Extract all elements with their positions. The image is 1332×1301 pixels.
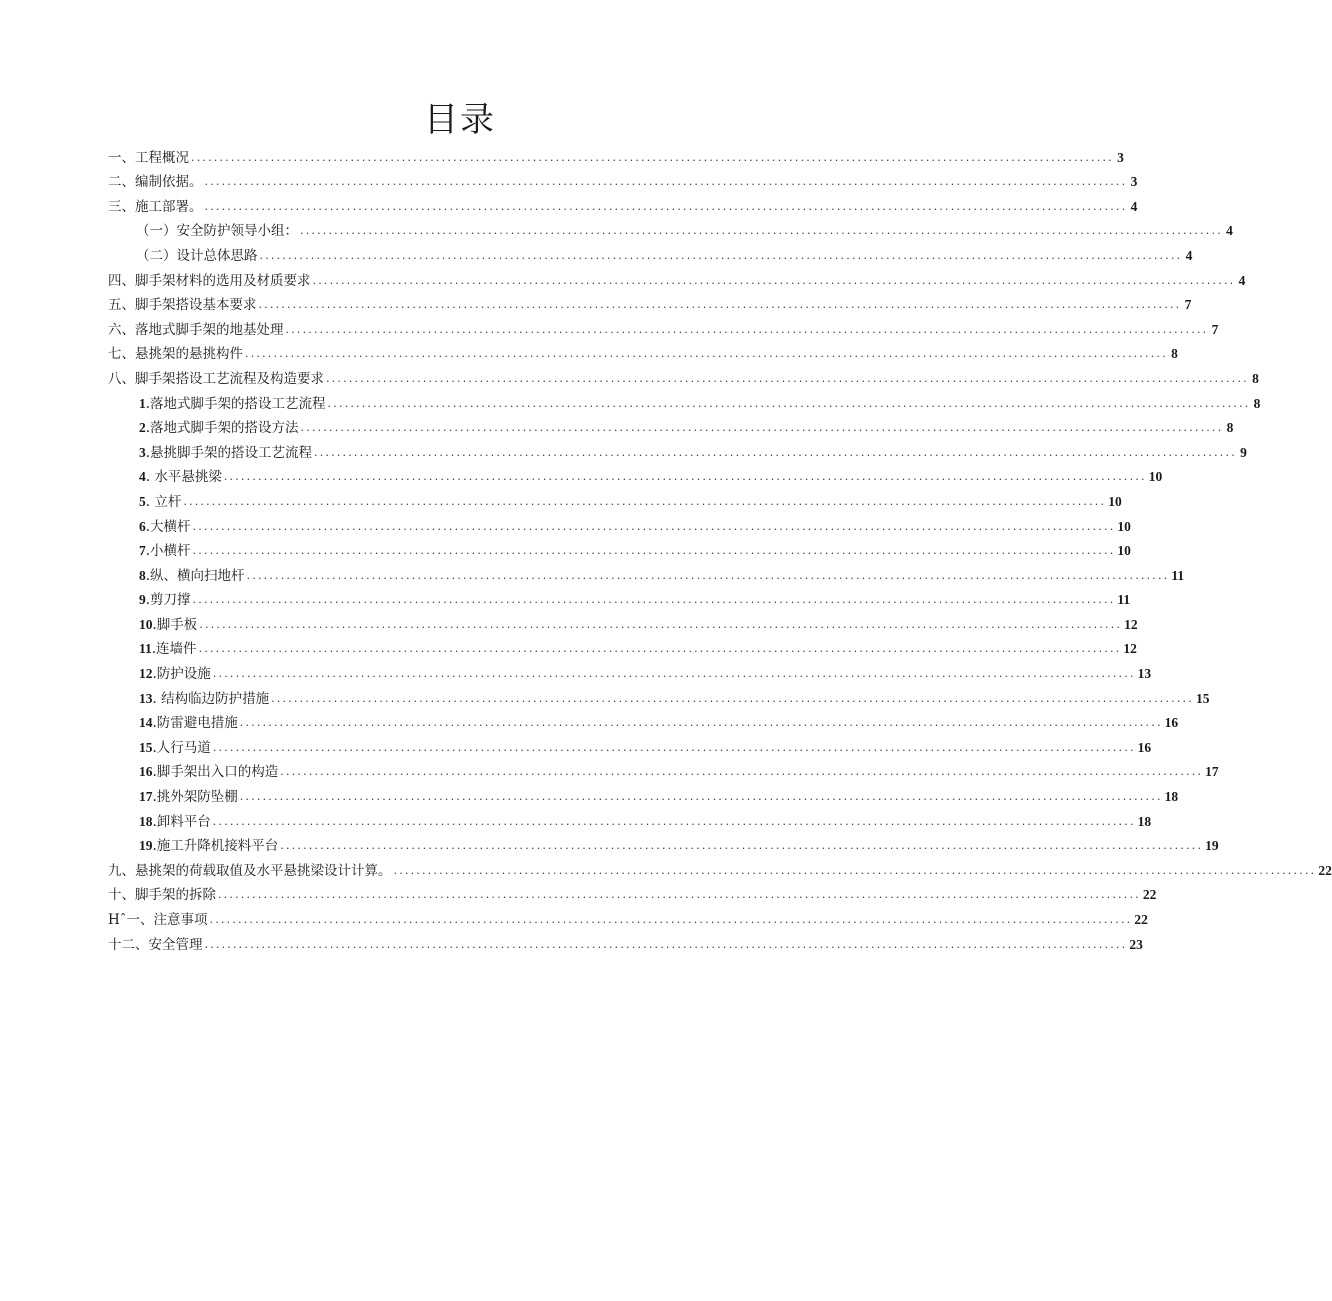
toc-entry-page-number: 7	[1211, 321, 1219, 337]
toc-entry-page-number: 22	[1134, 912, 1148, 927]
toc-dot-leader: ..................................................................................................................................................................	[239, 716, 1163, 730]
toc-dot-leader: ..................................................................................................................................................................	[192, 519, 1116, 533]
toc-entry-number: 10	[139, 616, 153, 632]
toc-entry[interactable]	[108, 190, 1138, 215]
toc-entry-page-number: 7	[1184, 297, 1192, 313]
toc-entry[interactable]	[108, 756, 1219, 781]
toc-entry[interactable]	[108, 239, 1193, 264]
toc-entry-page-number: 12	[1123, 641, 1137, 657]
toc-dot-leader: ..................................................................................................................................................................	[218, 888, 1141, 902]
toc-entry[interactable]	[108, 830, 1219, 855]
toc-entry-page-number: 18	[1137, 813, 1152, 829]
toc-entry[interactable]	[108, 731, 1152, 756]
toc-entry-label: 三、施工部署。	[108, 198, 203, 215]
toc-entry[interactable]	[108, 559, 1185, 584]
toc-entry[interactable]	[108, 485, 1122, 510]
toc-entry-label: 八、脚手架搭设工艺流程及构造要求	[108, 370, 324, 387]
toc-dot-leader: ..................................................................................................................................................................	[393, 863, 1317, 877]
toc-dot-leader: ..................................................................................................................................................................	[212, 814, 1136, 828]
toc-entry[interactable]	[108, 780, 1179, 806]
toc-dot-leader: ..................................................................................................................................................................	[280, 839, 1204, 853]
toc-entry-number: 2	[139, 420, 146, 436]
toc-entry-page-number: 4	[1130, 198, 1138, 214]
toc-entry-label: 五、脚手架搭设基本要求	[108, 297, 257, 314]
toc-entry[interactable]	[108, 313, 1219, 338]
toc-entry-label: .脚手板	[152, 616, 198, 633]
toc-entry-page-number: 15	[1195, 690, 1210, 706]
toc-dot-leader: ..................................................................................................................................................................	[212, 740, 1136, 754]
toc-entry-label: .大横杆	[145, 518, 191, 535]
toc-entry-label: Hˆ一、注意事项	[108, 912, 208, 928]
toc-entry-label: .纵、横向扫地杆	[145, 567, 245, 584]
toc-dot-leader: ..................................................................................................................................................................	[239, 790, 1163, 804]
toc-entry-page-number: 10	[1148, 469, 1163, 485]
toc-entry-page-number: 23	[1129, 936, 1143, 952]
toc-entry-label: .落地式脚手架的搭设方法	[145, 420, 299, 437]
toc-entry-label: .小横杆	[145, 543, 191, 560]
toc-entry[interactable]	[108, 903, 1148, 928]
toc-entry-label: 九、悬挑架的荷载取值及水平悬挑梁设计计算。	[108, 862, 392, 879]
toc-dot-leader: ..................................................................................................................................................................	[192, 544, 1116, 558]
toc-dot-leader: ..................................................................................................................................................................	[327, 396, 1251, 410]
toc-entry-number: 13	[139, 690, 153, 706]
toc-entry-page-number: 10	[1108, 493, 1122, 509]
toc-entry-number: 9	[139, 592, 146, 608]
toc-entry-page-number: 13	[1137, 666, 1152, 682]
toc-entry-page-number: 11	[1171, 567, 1185, 583]
toc-dot-leader: ..................................................................................................................................................................	[326, 371, 1249, 385]
toc-dot-leader: ..................................................................................................................................................................	[204, 175, 1128, 189]
toc-entry[interactable]	[108, 141, 1124, 166]
toc-entry[interactable]	[108, 436, 1247, 461]
toc-entry-number: 14	[139, 715, 153, 731]
toc-dot-leader: ..................................................................................................................................................................	[209, 913, 1133, 926]
toc-entry-page-number: 16	[1164, 715, 1179, 731]
toc-entry-number: 1	[139, 395, 146, 411]
toc-entry-number: 19	[139, 838, 153, 854]
toc-dot-leader: ..................................................................................................................................................................	[212, 667, 1136, 681]
toc-entry-page-number: 4	[1238, 272, 1246, 288]
toc-entry-page-number: 22	[1318, 862, 1332, 878]
toc-entry-page-number: 12	[1124, 616, 1138, 632]
toc-entry-number: 16	[139, 764, 153, 780]
toc-entry-number: 5	[139, 493, 146, 509]
toc-entry[interactable]	[108, 264, 1246, 289]
toc-entry[interactable]	[108, 387, 1261, 412]
toc-dot-leader: ..................................................................................................................................................................	[300, 224, 1223, 238]
toc-entry-label: 一、工程概况	[108, 149, 189, 166]
toc-dot-leader: ..................................................................................................................................................................	[204, 937, 1128, 951]
toc-entry[interactable]	[108, 535, 1131, 560]
toc-entry-label: 六、落地式脚手架的地基处理	[108, 321, 284, 338]
toc-entry-label: . 结构临边防护措施	[152, 690, 270, 707]
toc-entry-page-number: 4	[1185, 247, 1193, 263]
toc-entry-label: .防雷避电措施	[152, 715, 238, 732]
toc-entry-page-number: 11	[1117, 592, 1131, 608]
toc-entry-number: 17	[139, 789, 153, 805]
toc-entry-number: 15	[139, 739, 153, 755]
toc-entry[interactable]	[108, 510, 1131, 535]
toc-entry-page-number: 3	[1130, 174, 1138, 190]
toc-entry-label: .人行马道	[152, 739, 211, 756]
toc-entry-label: .施工升降机接料平台	[152, 838, 279, 855]
toc-entry-label: .连墙件	[151, 641, 197, 658]
toc-dot-leader: ..................................................................................................................................................................	[204, 199, 1128, 213]
toc-entry[interactable]	[108, 854, 1332, 879]
toc-entry[interactable]	[108, 362, 1259, 387]
toc-entry-label: （一）安全防护领导小组：	[136, 223, 298, 240]
toc-dot-leader: ..................................................................................................................................................................	[199, 617, 1123, 631]
toc-entry-label: .剪刀撑	[145, 592, 191, 609]
toc-entry[interactable]	[108, 633, 1137, 658]
toc-entry-number: 3	[139, 444, 146, 460]
toc-entry[interactable]	[108, 805, 1152, 830]
page-title: 目录	[424, 100, 496, 140]
toc-dot-leader: ..................................................................................................................................................................	[223, 470, 1147, 484]
toc-entry[interactable]	[108, 608, 1138, 633]
toc-entry-label: .卸料平台	[152, 813, 211, 830]
toc-entry-label: . 立杆	[145, 493, 182, 510]
toc-entry-page-number: 9	[1240, 444, 1247, 460]
toc-entry[interactable]	[108, 338, 1178, 363]
toc-entry[interactable]	[108, 166, 1138, 191]
toc-entry-label: .挑外架防坠棚	[152, 789, 238, 806]
toc-dot-leader: ..................................................................................................................................................................	[285, 322, 1209, 336]
toc-entry[interactable]	[108, 682, 1210, 707]
toc-entry-number: 4	[139, 469, 146, 485]
toc-dot-leader: ..................................................................................................................................................................	[192, 593, 1116, 607]
toc-entry-label: 二、编制依据。	[108, 174, 203, 191]
toc-entry-label: 十二、安全管理	[108, 936, 203, 953]
toc-entry-number: 7	[139, 543, 146, 559]
toc-entry[interactable]	[108, 412, 1234, 437]
toc-entry-page-number: 10	[1117, 543, 1131, 559]
toc-entry-label: （二）设计总体思路	[136, 247, 258, 264]
toc-dot-leader: ..................................................................................................................................................................	[246, 568, 1170, 582]
toc-dot-leader: ..................................................................................................................................................................	[198, 642, 1122, 656]
toc-entry-page-number: 18	[1164, 789, 1179, 805]
toc-dot-leader: ..................................................................................................................................................................	[191, 150, 1114, 164]
toc-entry-label: .脚手架出入口的构造	[152, 764, 279, 781]
toc-dot-leader: ..................................................................................................................................................................	[259, 248, 1183, 262]
toc-dot-leader: ..................................................................................................................................................................	[271, 691, 1194, 705]
toc-entry-label: .防护设施	[152, 666, 211, 683]
toc-entry-number: 18	[139, 813, 153, 829]
toc-dot-leader: ..................................................................................................................................................................	[245, 347, 1168, 361]
toc-dot-leader: ..................................................................................................................................................................	[300, 421, 1224, 435]
toc-entry-page-number: 16	[1137, 739, 1152, 755]
toc-dot-leader: ..................................................................................................................................................................	[183, 494, 1107, 508]
toc-entry-number: 6	[139, 518, 146, 534]
toc-entry-page-number: 10	[1117, 518, 1131, 534]
toc-entry-number: 12	[139, 666, 153, 682]
toc-entry-label: 四、脚手架材料的选用及材质要求	[108, 272, 311, 289]
toc-entry[interactable]	[108, 215, 1233, 240]
toc-entry[interactable]	[108, 879, 1157, 904]
toc-entry[interactable]	[108, 461, 1163, 486]
toc-entry[interactable]	[108, 657, 1152, 683]
toc-entry-label: 七、悬挑架的悬挑构件	[108, 346, 243, 363]
toc-entry-page-number: 22	[1142, 887, 1157, 903]
toc-entry-page-number: 8	[1226, 420, 1234, 436]
toc-dot-leader: ..................................................................................................................................................................	[312, 273, 1236, 287]
toc-entry-page-number: 8	[1253, 395, 1261, 411]
toc-entry[interactable]	[108, 707, 1179, 732]
table-of-contents	[108, 141, 1332, 953]
toc-entry-label: . 水平悬挑梁	[145, 469, 222, 486]
toc-entry-label: .悬挑脚手架的搭设工艺流程	[145, 444, 313, 461]
toc-entry-label: 十、脚手架的拆除	[108, 887, 216, 904]
toc-dot-leader: ..................................................................................................................................................................	[258, 298, 1182, 312]
toc-entry-number: 11	[139, 641, 152, 657]
toc-entry-page-number: 3	[1117, 149, 1124, 165]
toc-entry[interactable]	[108, 928, 1143, 953]
toc-entry-page-number: 8	[1171, 346, 1178, 362]
toc-entry-page-number: 8	[1252, 370, 1259, 386]
toc-dot-leader: ..................................................................................................................................................................	[280, 765, 1204, 779]
toc-entry-page-number: 4	[1226, 223, 1233, 239]
toc-entry-page-number: 17	[1205, 764, 1219, 780]
toc-entry-page-number: 19	[1205, 838, 1219, 854]
toc-entry-number: 8	[139, 567, 146, 583]
toc-dot-leader: ..................................................................................................................................................................	[314, 445, 1237, 459]
toc-entry[interactable]	[108, 289, 1192, 314]
toc-entry-label: .落地式脚手架的搭设工艺流程	[145, 395, 326, 412]
toc-entry[interactable]	[108, 584, 1131, 609]
